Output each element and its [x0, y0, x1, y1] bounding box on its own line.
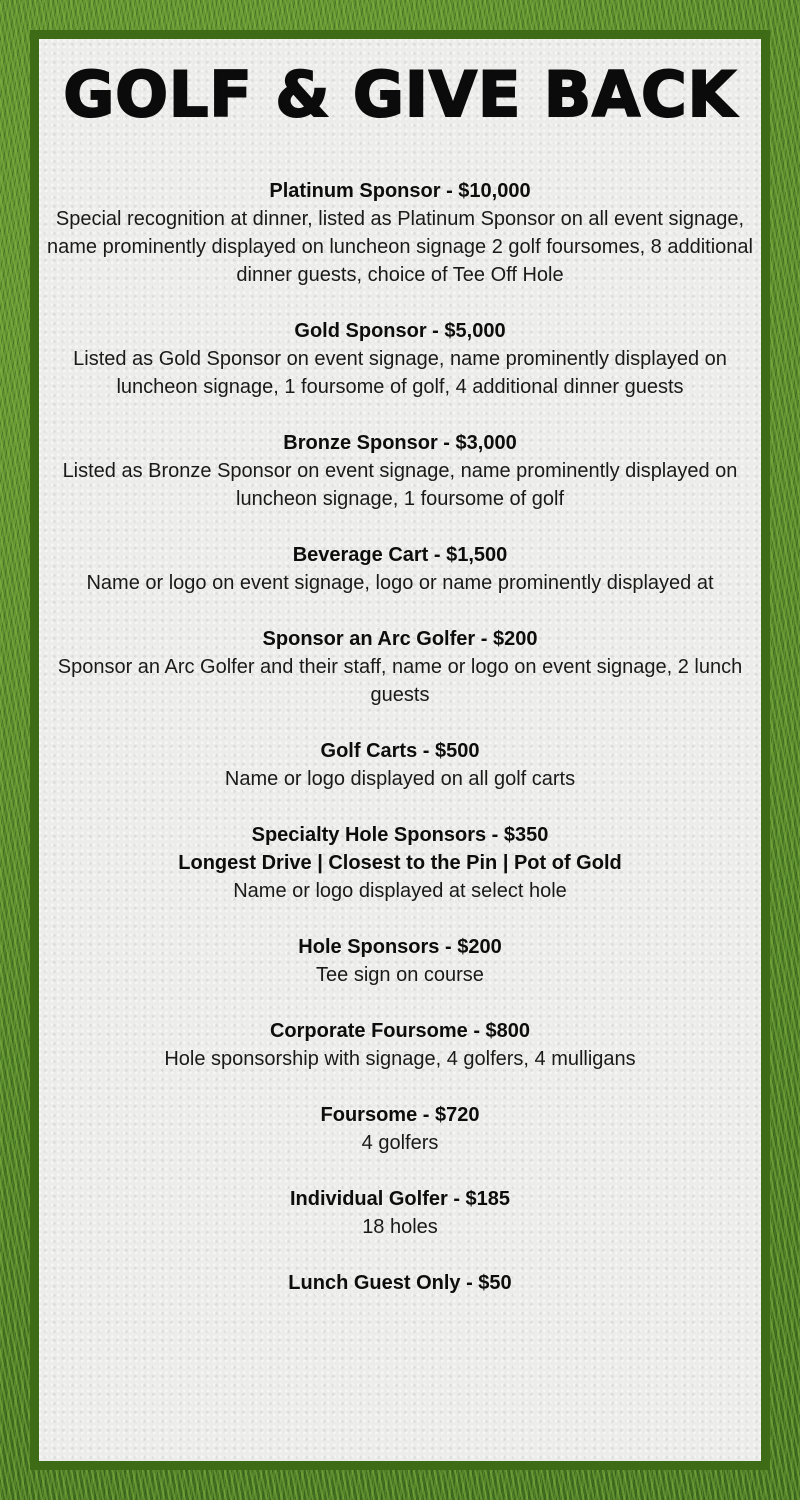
- tier-description: Name or logo on event signage, logo or name prominently displayed at: [86, 572, 714, 594]
- tier-hole-sponsors: [40, 933, 760, 989]
- tier-heading: Foursome - $720: [320, 1104, 480, 1126]
- flyer-title: GOLF & GIVE BACK: [63, 58, 737, 131]
- tier-foursome: [40, 1101, 760, 1157]
- tier-description: Listed as Gold Sponsor on event signage, name prominently displayed on luncheon signage, 1 foursome of golf, 4 additional dinner guests: [73, 348, 727, 398]
- tier-lunch-guest-only: [40, 1269, 760, 1297]
- tier-description: Name or logo displayed on all golf carts: [224, 768, 576, 790]
- tier-beverage-cart: [40, 541, 760, 597]
- tier-heading: Individual Golfer - $185: [289, 1188, 511, 1210]
- tier-description: 18 holes: [362, 1216, 438, 1238]
- tier-heading: Gold Sponsor - $5,000: [294, 320, 506, 342]
- tier-heading: Bronze Sponsor - $3,000: [283, 432, 517, 454]
- tier-description: Listed as Bronze Sponsor on event signage, name prominently displayed on luncheon signage, 1 foursome of golf: [62, 460, 738, 510]
- tier-heading: Sponsor an Arc Golfer - $200: [262, 628, 538, 650]
- tier-subheading: Longest Drive | Closest to the Pin | Pot of Gold: [178, 852, 622, 874]
- tier-description: Hole sponsorship with signage, 4 golfers, 4 mulligans: [164, 1048, 636, 1070]
- tier-corporate-foursome: [40, 1017, 760, 1073]
- tier-gold-sponsor: [40, 317, 760, 401]
- tier-heading: Hole Sponsors - $200: [298, 936, 502, 958]
- tier-description: 4 golfers: [361, 1132, 439, 1154]
- sponsorship-list: [0, 177, 800, 1325]
- tier-heading: Platinum Sponsor - $10,000: [269, 180, 531, 202]
- tier-platinum-sponsor: [40, 177, 760, 289]
- tier-description: Sponsor an Arc Golfer and their staff, name or logo on event signage, 2 lunch guests: [57, 656, 743, 706]
- tier-description: Name or logo displayed at select hole: [233, 880, 567, 902]
- tier-heading: Beverage Cart - $1,500: [292, 544, 508, 566]
- tier-description: Special recognition at dinner, listed as Platinum Sponsor on all event signage, name prominently displayed on luncheon signage 2 golf foursomes, 8 additional dinner guests, choice of Tee Off Hole: [46, 208, 753, 286]
- tier-golf-carts: [40, 737, 760, 793]
- tier-heading: Corporate Foursome - $800: [269, 1020, 531, 1042]
- tier-heading: Specialty Hole Sponsors - $350: [251, 824, 549, 846]
- tier-specialty-hole-sponsors: [40, 821, 760, 905]
- tier-bronze-sponsor: [40, 429, 760, 513]
- tier-description: Tee sign on course: [316, 964, 484, 986]
- tier-heading: Golf Carts - $500: [320, 740, 480, 762]
- tier-individual-golfer: [40, 1185, 760, 1241]
- tier-sponsor-arc-golfer: [40, 625, 760, 709]
- tier-heading: Lunch Guest Only - $50: [288, 1272, 512, 1294]
